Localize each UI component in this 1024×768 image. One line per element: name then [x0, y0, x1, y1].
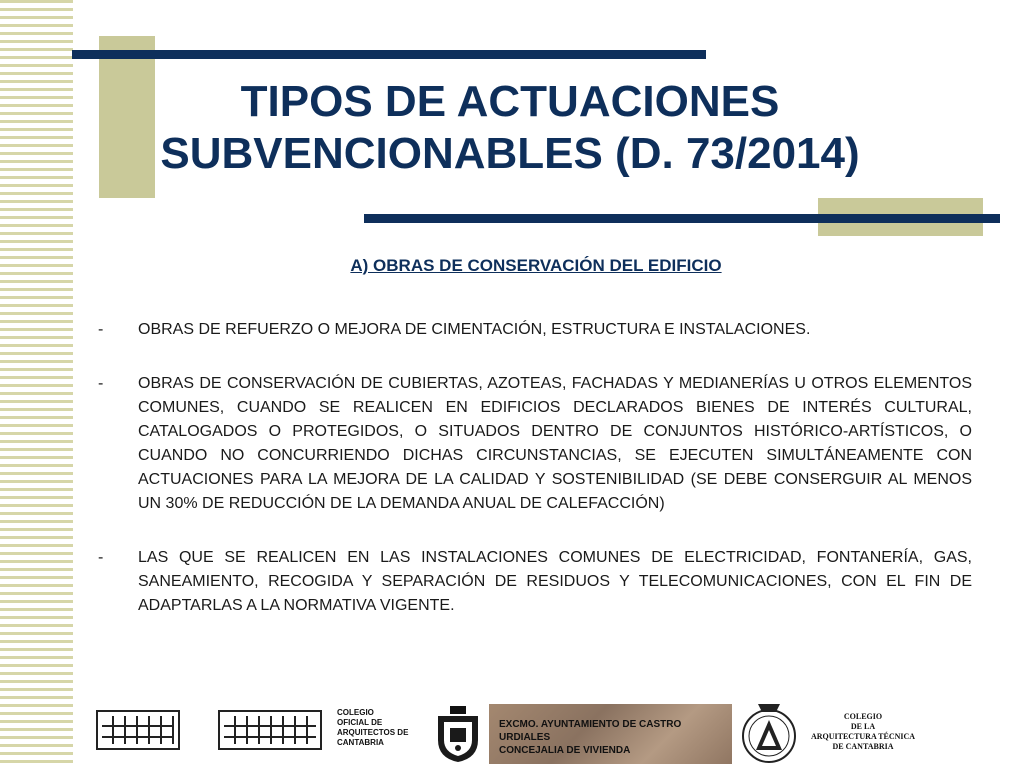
- bullet-dash: -: [98, 321, 104, 338]
- building-drawing-right-icon: [218, 710, 322, 750]
- building-drawing-left-icon: [96, 710, 180, 750]
- arquitectura-tecnica-logo-text: COLEGIO DE LA ARQUITECTURA TÉCNICA DE CANTABRIA: [810, 712, 916, 751]
- bullet-text: OBRAS DE CONSERVACIÓN DE CUBIERTAS, AZOTEAS, FACHADAS Y MEDIANERÍAS U OTROS ELEMENTOS COMUNES, CUANDO SE REALICEN EN EDIFICIOS DECLARADOS BIENES DE INTERÉS CULTURAL, CATALOGADOS O PROTEGIDOS, O SITUADOS DENTRO DE CONJUNTOS HISTÓRICO-ARTÍSTICOS, O CUANDO NO CONCURRIENDO DICHAS CIRCUNSTANCIAS, SE EJECUTEN SIMULTÁNEAMENTE CON ACTUACIONES PARA LA MEJORA DE LA CALIDAD Y SOSTENIBILIDAD (SE DEBE CONSERGUIR AL MENOS UN 30% DE REDUCCIÓN DE LA DEMANDA ANUAL DE CALEFACCIÓN): [138, 375, 972, 512]
- arquitectura-tecnica-emblem-icon: [736, 700, 802, 766]
- slide-title-line2: SUBVENCIONABLES (D. 73/2014): [160, 129, 860, 178]
- castro-urdiales-coat-of-arms-icon: [430, 704, 486, 764]
- bullet-item: [98, 372, 972, 516]
- colegio-arquitectos-logo-text: COLEGIO OFICIAL DE ARQUITECTOS DE CANTABRIA: [337, 708, 409, 747]
- bullet-text: LAS QUE SE REALICEN EN LAS INSTALACIONES COMUNES DE ELECTRICIDAD, FONTANERÍA, GAS, SANEAMIENTO, RECOGIDA Y SEPARACIÓN DE RESIDUOS Y TELECOMUNICACIONES, CON EL FIN DE ADAPTARLAS A LA NORMATIVA VIGENTE.: [138, 549, 972, 614]
- bullet-item: [98, 318, 972, 342]
- ayuntamiento-line1: EXCMO. AYUNTAMIENTO DE CASTRO URDIALES: [499, 719, 682, 743]
- title-rule-top: [72, 50, 706, 59]
- bullet-dash: -: [98, 375, 104, 392]
- ayuntamiento-banner: [489, 704, 732, 764]
- ayuntamiento-text: [499, 718, 732, 757]
- decorative-stripes: [0, 0, 73, 768]
- section-subtitle: A) OBRAS DE CONSERVACIÓN DEL EDIFICIO: [350, 256, 722, 275]
- slide-title-line1: TIPOS DE ACTUACIONES: [240, 77, 780, 126]
- bullet-list: [98, 318, 972, 618]
- bullet-item: [98, 546, 972, 618]
- footer-logos: [0, 698, 1024, 768]
- title-rule-bottom: [364, 214, 1000, 223]
- bullet-dash: -: [98, 549, 104, 566]
- bullet-text: OBRAS DE REFUERZO O MEJORA DE CIMENTACIÓN, ESTRUCTURA E INSTALACIONES.: [138, 321, 811, 338]
- decorative-block-left: [99, 36, 155, 198]
- ayuntamiento-line2: CONCEJALIA DE VIVIENDA: [499, 745, 631, 756]
- slide-title: [160, 76, 860, 180]
